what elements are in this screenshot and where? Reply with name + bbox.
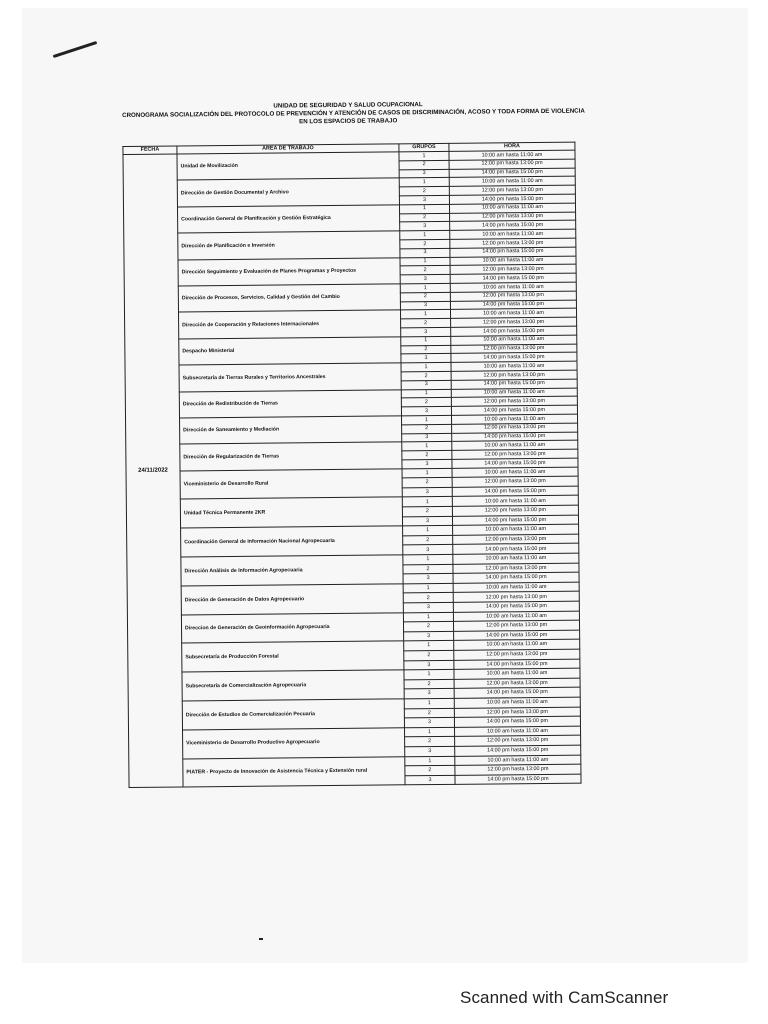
hora-cell: 10:00 am hasta 11:00 am <box>451 361 577 371</box>
grupo-cell: 2 <box>403 622 453 632</box>
grupo-cell: 3 <box>399 195 449 204</box>
hora-cell: 12:00 pm hasta 13:00 pm <box>452 449 578 459</box>
grupo-cell: 3 <box>404 689 454 699</box>
area-cell: Dirección de Redistribución de Tierras <box>179 389 401 418</box>
grupo-cell: 2 <box>401 345 451 354</box>
hora-cell: 12:00 pm hasta 13:00 pm <box>451 396 577 406</box>
grupo-cell: 1 <box>403 526 453 536</box>
area-cell: Dirección de Procesos, Servicios, Calidad y Gestión del Cambio <box>178 284 400 313</box>
grupo-cell: 3 <box>400 301 450 310</box>
hora-cell: 12:00 pm hasta 13:00 pm <box>454 649 580 660</box>
area-cell: Despacho Ministerial <box>179 337 401 366</box>
grupo-cell: 1 <box>403 583 453 593</box>
hora-cell: 14:00 pm hasta 15:00 pm <box>453 544 579 555</box>
hora-cell: 10:00 am hasta 11:00 am <box>452 414 578 424</box>
grupo-cell: 1 <box>404 727 454 737</box>
hora-cell: 10:00 am hasta 11:00 am <box>450 308 576 318</box>
hora-cell: 14:00 pm hasta 15:00 pm <box>454 716 580 727</box>
grupo-cell: 2 <box>404 650 454 660</box>
area-cell: Viceministerio de Desarrollo Productivo Agropecuario <box>183 728 405 759</box>
grupo-cell: 2 <box>401 398 451 407</box>
hora-cell: 14:00 pm hasta 15:00 pm <box>451 405 577 415</box>
grupo-cell: 3 <box>399 169 449 178</box>
grupo-cell: 2 <box>400 213 450 222</box>
hora-cell: 10:00 am hasta 11:00 am <box>453 582 579 593</box>
grupo-cell: 3 <box>401 406 451 415</box>
hora-cell: 12:00 pm hasta 13:00 pm <box>450 291 576 301</box>
grupo-cell: 1 <box>400 257 450 266</box>
hora-cell: 12:00 pm hasta 13:00 pm <box>451 370 577 380</box>
area-cell: Dirección de Cooperación y Relaciones Internacionales <box>179 310 401 339</box>
hora-cell: 12:00 pm hasta 13:00 pm <box>454 707 580 718</box>
hora-cell: 12:00 pm hasta 13:00 pm <box>451 317 577 327</box>
grupo-cell: 3 <box>404 631 454 641</box>
hora-cell: 10:00 am hasta 11:00 am <box>455 755 581 766</box>
hora-cell: 10:00 am hasta 11:00 am <box>451 335 577 345</box>
hora-cell: 14:00 pm hasta 15:00 pm <box>450 300 576 310</box>
grupo-cell: 1 <box>399 204 449 213</box>
grupo-cell: 2 <box>404 708 454 718</box>
grupo-cell: 3 <box>404 717 454 727</box>
column-header-grupos: GRUPOS <box>399 143 449 151</box>
hora-cell: 12:00 pm hasta 13:00 pm <box>453 563 579 574</box>
hora-cell: 10:00 am hasta 11:00 am <box>449 177 575 187</box>
grupo-cell: 2 <box>404 679 454 689</box>
grupo-cell: 2 <box>400 266 450 275</box>
hora-cell: 14:00 pm hasta 15:00 pm <box>454 630 580 641</box>
hora-cell: 12:00 pm hasta 13:00 pm <box>452 476 578 487</box>
grupo-cell: 2 <box>399 160 449 169</box>
hora-cell: 14:00 pm hasta 15:00 pm <box>449 194 575 204</box>
hora-cell: 14:00 pm hasta 15:00 pm <box>452 515 578 526</box>
grupo-cell: 3 <box>400 248 450 257</box>
area-cell: Coordinación General de Planificación y Gestión Estratégica <box>177 205 399 234</box>
grupo-cell: 1 <box>400 310 450 319</box>
header-line-3: EN LOS ESPACIOS DE TRABAJO <box>299 117 398 126</box>
hora-cell: 14:00 pm hasta 15:00 pm <box>453 601 579 612</box>
hora-cell: 12:00 pm hasta 13:00 pm <box>454 678 580 689</box>
area-cell: Subsecretaría de Tierras Rurales y Territorios Ancestrales <box>179 363 401 392</box>
hora-cell: 14:00 pm hasta 15:00 pm <box>450 247 576 257</box>
grupo-cell: 2 <box>402 506 452 516</box>
schedule-table <box>122 142 581 789</box>
grupo-cell: 1 <box>399 151 449 160</box>
area-cell: Dirección Seguimiento y Evaluación de Planes Programas y Proyectos <box>178 257 400 286</box>
hora-cell: 10:00 am hasta 11:00 am <box>449 150 575 160</box>
area-cell: Subsecretaría de Producción Forestal <box>182 641 404 672</box>
grupo-cell: 1 <box>401 336 451 345</box>
fecha-cell: 24/11/2022 <box>123 154 183 788</box>
grupo-cell: 1 <box>403 554 453 564</box>
area-cell: Coordinación General de Información Nacional Agropecuaria <box>181 526 403 557</box>
hora-cell: 10:00 am hasta 11:00 am <box>453 611 579 622</box>
area-cell: Dirección de Generación de Datos Agropecuario <box>181 584 403 615</box>
hora-cell: 14:00 pm hasta 15:00 pm <box>455 745 581 756</box>
grupo-cell: 1 <box>402 468 452 478</box>
hora-cell: 10:00 am hasta 11:00 am <box>451 388 577 398</box>
hora-cell: 10:00 am hasta 11:00 am <box>450 229 576 239</box>
hora-cell: 12:00 pm hasta 13:00 pm <box>453 592 579 603</box>
camscanner-watermark: Scanned with CamScanner <box>460 988 669 1007</box>
header-line-1: UNIDAD DE SEGURIDAD Y SALUD OCUPACIONAL <box>273 101 423 110</box>
hora-cell: 12:00 pm hasta 13:00 pm <box>452 505 578 516</box>
hora-cell: 14:00 pm hasta 15:00 pm <box>450 221 576 231</box>
column-header-hora: HORA <box>449 142 575 151</box>
area-cell: Viceministerio de Desarrollo Rural <box>180 469 402 500</box>
hora-cell: 10:00 am hasta 11:00 am <box>454 697 580 708</box>
grupo-cell: 1 <box>399 178 449 187</box>
hora-cell: 14:00 pm hasta 15:00 pm <box>455 774 581 785</box>
hora-cell: 14:00 pm hasta 15:00 pm <box>454 659 580 670</box>
hora-cell: 10:00 am hasta 11:00 am <box>452 496 578 507</box>
hora-cell: 12:00 pm hasta 13:00 pm <box>453 620 579 631</box>
column-header-area: AREA DE TRABAJO <box>177 144 399 154</box>
grupo-cell: 3 <box>403 545 453 555</box>
grupo-cell: 2 <box>402 450 452 459</box>
grupo-cell: 3 <box>402 487 452 497</box>
area-cell: Dirección Análisis de Información Agropecuaria <box>181 555 403 586</box>
document-header <box>122 100 585 146</box>
grupo-cell: 3 <box>404 660 454 670</box>
grupo-cell: 1 <box>404 641 454 651</box>
grupo-cell: 2 <box>401 318 451 327</box>
grupo-cell: 3 <box>402 433 452 442</box>
grupo-cell: 2 <box>399 187 449 196</box>
grupo-cell: 2 <box>401 371 451 380</box>
grupo-cell: 3 <box>401 327 451 336</box>
hora-cell: 10:00 am hasta 11:00 am <box>453 553 579 564</box>
hora-cell: 10:00 am hasta 11:00 am <box>452 467 578 478</box>
grupo-cell: 3 <box>403 574 453 584</box>
hora-cell: 12:00 pm hasta 13:00 pm <box>450 238 576 248</box>
grupo-cell: 3 <box>405 775 455 785</box>
hora-cell: 14:00 pm hasta 15:00 pm <box>451 326 577 336</box>
hora-cell: 12:00 pm hasta 13:00 pm <box>450 212 576 222</box>
grupo-cell: 3 <box>401 354 451 363</box>
hora-cell: 14:00 pm hasta 15:00 pm <box>452 432 578 442</box>
hora-cell: 12:00 pm hasta 13:00 pm <box>455 764 581 775</box>
grupo-cell: 3 <box>401 380 451 389</box>
hora-cell: 12:00 pm hasta 13:00 pm <box>449 159 575 169</box>
grupo-cell: 3 <box>402 459 452 468</box>
area-cell: Dirección de Estudios de Comercialización Pecuaria <box>182 699 404 730</box>
hora-cell: 10:00 am hasta 11:00 am <box>454 640 580 651</box>
area-cell: Unidad Técnica Permanente 2KR <box>180 497 402 528</box>
grupo-cell: 1 <box>401 389 451 398</box>
area-cell: Dirección de Planificación e Inversión <box>178 231 400 260</box>
grupo-cell: 3 <box>402 516 452 526</box>
grupo-cell: 1 <box>404 698 454 708</box>
hora-cell: 14:00 pm hasta 15:00 pm <box>450 273 576 283</box>
hora-cell: 10:00 am hasta 11:00 am <box>452 440 578 450</box>
grupo-cell: 2 <box>403 535 453 545</box>
schedule-table-body <box>123 150 581 788</box>
grupo-cell: 3 <box>403 602 453 612</box>
area-cell: Direccion de Generación de Geoinformación Agropecuaria <box>181 612 403 643</box>
hora-cell: 14:00 pm hasta 15:00 pm <box>452 486 578 497</box>
ink-dot-mark <box>259 938 263 940</box>
area-cell: Unidad de Movilización <box>177 152 399 181</box>
grupo-cell: 3 <box>400 275 450 284</box>
grupo-cell: 1 <box>402 415 452 424</box>
grupo-cell: 2 <box>402 424 452 433</box>
schedule-document <box>122 100 585 789</box>
grupo-cell: 1 <box>405 756 455 766</box>
grupo-cell: 2 <box>402 478 452 488</box>
hora-cell: 14:00 pm hasta 15:00 pm <box>451 379 577 389</box>
grupo-cell: 3 <box>400 222 450 231</box>
grupo-cell: 2 <box>403 593 453 603</box>
hora-cell: 14:00 pm hasta 15:00 pm <box>449 168 575 178</box>
grupo-cell: 1 <box>402 442 452 451</box>
hora-cell: 14:00 pm hasta 15:00 pm <box>453 572 579 583</box>
grupo-cell: 1 <box>400 283 450 292</box>
hora-cell: 12:00 pm hasta 13:00 pm <box>451 344 577 354</box>
grupo-cell: 1 <box>401 362 451 371</box>
grupo-cell: 2 <box>400 239 450 248</box>
hora-cell: 14:00 pm hasta 15:00 pm <box>451 352 577 362</box>
area-cell: Dirección de Saneamiento y Mediación <box>180 416 402 445</box>
hora-cell: 10:00 am hasta 11:00 am <box>454 726 580 737</box>
column-header-fecha: FECHA <box>123 146 177 155</box>
grupo-cell: 2 <box>405 737 455 747</box>
grupo-cell: 2 <box>400 292 450 301</box>
header-line-2: CRONOGRAMA SOCIALIZACIÓN DEL PROTOCOLO DE PREVENCIÓN Y ATENCIÓN DE CASOS DE DISCRIMINACIÓN, ACOSO Y TODA FORMA DE VIOLENCIA <box>122 107 585 119</box>
area-cell: PIATER - Proyecto de Innovación de Asistencia Técnica y Extensión rural <box>183 756 405 787</box>
area-cell: Dirección de Regularización de Tierras <box>180 442 402 471</box>
hora-cell: 10:00 am hasta 11:00 am <box>449 203 575 213</box>
hora-cell: 14:00 pm hasta 15:00 pm <box>454 687 580 698</box>
hora-cell: 14:00 pm hasta 15:00 pm <box>452 458 578 468</box>
hora-cell: 10:00 am hasta 11:00 am <box>454 668 580 679</box>
grupo-cell: 1 <box>403 612 453 622</box>
hora-cell: 10:00 am hasta 11:00 am <box>450 256 576 266</box>
grupo-cell: 1 <box>404 669 454 679</box>
grupo-cell: 2 <box>405 765 455 775</box>
area-cell: Dirección de Gestión Documental y Archivo <box>177 178 399 207</box>
hora-cell: 10:00 am hasta 11:00 am <box>453 524 579 535</box>
grupo-cell: 1 <box>402 497 452 507</box>
hora-cell: 12:00 pm hasta 13:00 pm <box>452 423 578 433</box>
hora-cell: 12:00 pm hasta 13:00 pm <box>455 735 581 746</box>
grupo-cell: 2 <box>403 564 453 574</box>
hora-cell: 12:00 pm hasta 13:00 pm <box>449 185 575 195</box>
hora-cell: 12:00 pm hasta 13:00 pm <box>450 265 576 275</box>
grupo-cell: 3 <box>405 746 455 756</box>
area-cell: Subsecretaría de Comercialización Agropecuaria <box>182 670 404 701</box>
hora-cell: 10:00 am hasta 11:00 am <box>450 282 576 292</box>
grupo-cell: 1 <box>400 231 450 240</box>
hora-cell: 12:00 pm hasta 13:00 pm <box>453 534 579 545</box>
